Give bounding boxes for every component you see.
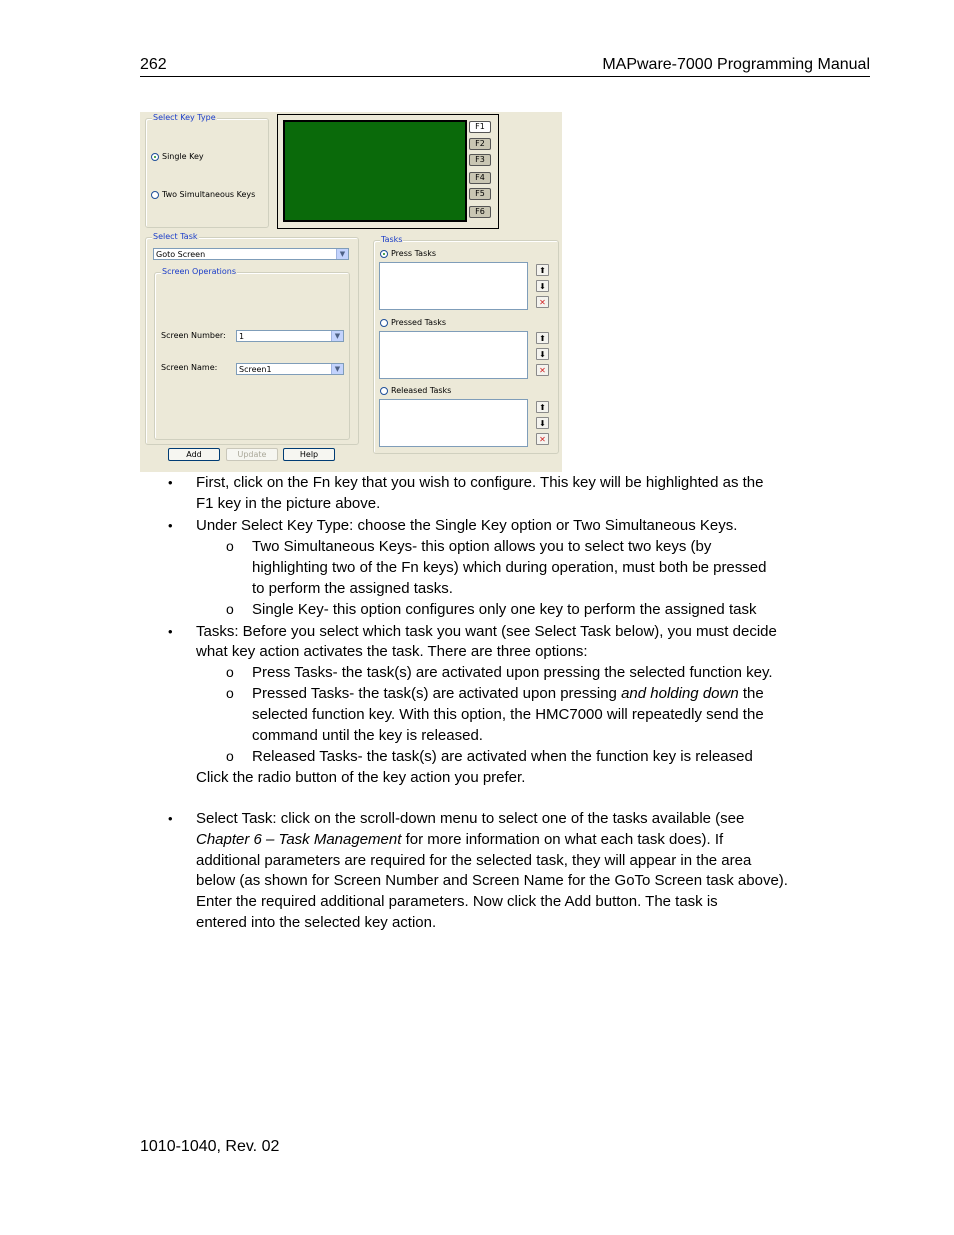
- sub-bullet-marker: o: [226, 748, 234, 764]
- sub-3-2-text-a: Pressed Tasks- the task(s) are activated upon pressing: [252, 685, 622, 702]
- select-task-title: Select Task: [153, 232, 198, 241]
- arrow-up-icon[interactable]: ⬆: [536, 332, 549, 344]
- sub-2-1-line-3: to perform the assigned tasks.: [252, 580, 453, 597]
- bullet-4-line-3: additional parameters are required for the selected task, they will appear in the area: [196, 852, 752, 869]
- footer-doc-id: 1010-1040, Rev. 02: [140, 1138, 280, 1155]
- bullet-marker: •: [168, 518, 173, 533]
- bullet-3-line-1: Tasks: Before you select which task you want (see Select Task below), you must decide: [196, 623, 777, 640]
- page-number: 262: [140, 56, 167, 73]
- function-key-f5[interactable]: F5: [469, 188, 491, 200]
- bullet-marker: •: [168, 624, 173, 639]
- header-rule: [140, 76, 870, 77]
- select-key-type-group: [145, 113, 269, 228]
- pressed-tasks-label: Pressed Tasks: [391, 318, 447, 327]
- radio-selected-icon: [380, 250, 388, 258]
- sub-3-2-emphasis: and holding down: [621, 685, 739, 702]
- function-key-f6[interactable]: F6: [469, 206, 491, 218]
- lcd-screen: [283, 120, 467, 222]
- radio-selected-icon: [151, 153, 159, 161]
- bullet-4-line-2: [196, 829, 816, 850]
- bullet-4-line-5: Enter the required additional parameters. Now click the Add button. The task is: [196, 893, 718, 910]
- bullet-marker: •: [168, 811, 173, 826]
- bullet-1-line-1: First, click on the Fn key that you wish to configure. This key will be highlighted as the: [196, 474, 764, 491]
- sub-bullet-marker: o: [226, 538, 234, 554]
- bullet-4-line-1: Select Task: click on the scroll-down menu to select one of the tasks available (see: [196, 810, 745, 827]
- sub-bullet-marker: o: [226, 601, 234, 617]
- arrow-down-icon[interactable]: ⬇: [536, 417, 549, 429]
- arrow-up-icon[interactable]: ⬆: [536, 401, 549, 413]
- bullet-3-line-2: what key action activates the task. There are three options:: [196, 643, 588, 660]
- bullet-1-line-2: F1 key in the picture above.: [196, 495, 381, 512]
- manual-title: MAPware-7000 Programming Manual: [602, 56, 870, 73]
- sub-3-1-line-1: Press Tasks- the task(s) are activated upon pressing the selected function key.: [252, 664, 773, 681]
- two-keys-radio[interactable]: [151, 190, 255, 199]
- screen-operations-group: [154, 267, 350, 440]
- select-key-type-title: Select Key Type: [153, 113, 216, 122]
- sub-3-2-line-1: [252, 683, 812, 704]
- bullet-2-line-1: Under Select Key Type: choose the Single Key option or Two Simultaneous Keys.: [196, 517, 738, 534]
- radio-empty-icon: [380, 319, 388, 327]
- chevron-down-icon[interactable]: ▼: [331, 364, 343, 374]
- screen-name-value: Screen1: [239, 365, 272, 374]
- radio-empty-icon: [380, 387, 388, 395]
- function-key-f4[interactable]: F4: [469, 172, 491, 184]
- sub-2-1-line-1: Two Simultaneous Keys- this option allows you to select two keys (by: [252, 538, 712, 555]
- sub-2-1-line-2: highlighting two of the Fn keys) which during operation, must both be pressed: [252, 559, 767, 576]
- screen-number-select[interactable]: [236, 330, 344, 342]
- press-tasks-label: Press Tasks: [391, 249, 437, 258]
- key-config-screenshot: [140, 112, 562, 472]
- bullet-4-line-2-text: for more information on what each task does). If: [401, 831, 724, 848]
- pressed-tasks-list[interactable]: [379, 331, 528, 379]
- screen-number-label: Screen Number:: [161, 331, 226, 340]
- add-button[interactable]: Add: [168, 448, 220, 461]
- single-key-radio[interactable]: [151, 152, 204, 161]
- released-tasks-list[interactable]: [379, 399, 528, 447]
- task-select-value: Goto Screen: [156, 250, 206, 259]
- chevron-down-icon[interactable]: ▼: [336, 249, 348, 259]
- delete-x-icon[interactable]: ✕: [536, 364, 549, 376]
- press-tasks-list[interactable]: [379, 262, 528, 310]
- released-tasks-label: Released Tasks: [391, 386, 452, 395]
- radio-empty-icon: [151, 191, 159, 199]
- bullet-3-tail: Click the radio button of the key action you prefer.: [196, 769, 526, 786]
- task-select[interactable]: [153, 248, 349, 260]
- bullet-4-line-6: entered into the selected key action.: [196, 914, 437, 931]
- sub-bullet-marker: o: [226, 664, 234, 680]
- help-button[interactable]: Help: [283, 448, 335, 461]
- screen-name-select[interactable]: [236, 363, 344, 375]
- bullet-4-line-4: below (as shown for Screen Number and Screen Name for the GoTo Screen task above).: [196, 872, 788, 889]
- tasks-title: Tasks: [381, 235, 403, 244]
- screen-number-value: 1: [239, 332, 245, 341]
- bullet-marker: •: [168, 475, 173, 490]
- pressed-tasks-radio[interactable]: [380, 318, 446, 327]
- arrow-down-icon[interactable]: ⬇: [536, 280, 549, 292]
- single-key-label: Single Key: [162, 152, 204, 161]
- arrow-up-icon[interactable]: ⬆: [536, 264, 549, 276]
- delete-x-icon[interactable]: ✕: [536, 296, 549, 308]
- chevron-down-icon[interactable]: ▼: [331, 331, 343, 341]
- keypad-preview: [277, 114, 499, 229]
- chapter-reference: Chapter 6 – Task Management: [196, 831, 402, 848]
- sub-bullet-marker: o: [226, 685, 234, 701]
- screen-name-label: Screen Name:: [161, 363, 218, 372]
- arrow-down-icon[interactable]: ⬇: [536, 348, 549, 360]
- sub-3-2-line-3: command until the key is released.: [252, 727, 483, 744]
- screen-operations-title: Screen Operations: [162, 267, 237, 276]
- two-keys-label: Two Simultaneous Keys: [162, 190, 256, 199]
- delete-x-icon[interactable]: ✕: [536, 433, 549, 445]
- function-key-f3[interactable]: F3: [469, 154, 491, 166]
- function-key-f2[interactable]: F2: [469, 138, 491, 150]
- function-key-f1[interactable]: F1: [469, 121, 491, 133]
- sub-3-2-text-c: the: [738, 685, 764, 702]
- sub-3-3-line-1: Released Tasks- the task(s) are activated when the function key is released: [252, 748, 753, 765]
- sub-2-2-line-1: Single Key- this option configures only one key to perform the assigned task: [252, 601, 757, 618]
- sub-3-2-line-2: selected function key. With this option, the HMC7000 will repeatedly send the: [252, 706, 764, 723]
- update-button[interactable]: Update: [226, 448, 278, 461]
- released-tasks-radio[interactable]: [380, 386, 451, 395]
- press-tasks-radio[interactable]: [380, 249, 436, 258]
